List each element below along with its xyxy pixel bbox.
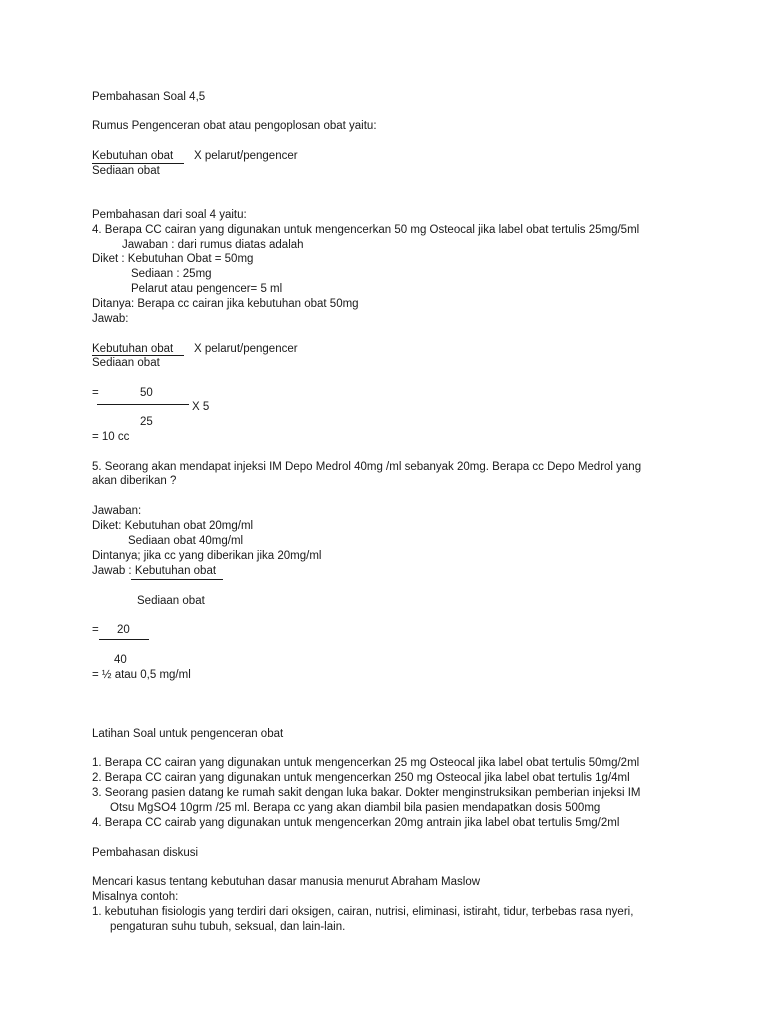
latihan-item-3-line2: Otsu MgSO4 10grm /25 ml. Berapa cc yang akan diambil bila pasien mendapatkan dosis 500mg <box>110 802 601 814</box>
formula1-numerator: Kebutuhan obat <box>92 150 174 162</box>
formula1-denominator: Sediaan obat <box>92 165 160 177</box>
calc2-fraction-bar <box>99 639 149 640</box>
soal5-sediaan: Sediaan obat 40mg/ml <box>128 535 244 547</box>
formula2-multiplier: X pelarut/pengencer <box>194 343 298 355</box>
latihan-item-2: 2. Berapa CC cairan yang digunakan untuk mengencerkan 250 mg Osteocal jika label obat tertulis 1g/4ml <box>92 772 630 784</box>
soal4-jawaban: Jawaban : dari rumus diatas adalah <box>122 239 304 251</box>
latihan-item-4: 4. Berapa CC cairab yang digunakan untuk mengencerkan 20mg antrain jika label obat tertulis 5mg/2ml <box>92 817 620 829</box>
diskusi-heading: Pembahasan diskusi <box>92 847 199 859</box>
formula2-denominator: Sediaan obat <box>92 357 160 369</box>
soal5-jawab-denominator: Sediaan obat <box>137 595 205 607</box>
soal5-jawab-numerator: Kebutuhan obat <box>134 565 217 577</box>
calc1-equals: = <box>92 387 99 399</box>
latihan-item-3-line1: 3. Seorang pasien datang ke rumah sakit dengan luka bakar. Dokter menginstruksikan pemberian injeksi IM <box>92 787 641 799</box>
soal4-pelarut: Pelarut atau pengencer= 5 ml <box>131 283 283 295</box>
calc2-equals: = <box>92 624 99 636</box>
diskusi-item-1-line1: 1. kebutuhan fisiologis yang terdiri dari oksigen, cairan, nutrisi, eliminasi, istiraht, tidur, terbebas rasa nyeri, <box>92 906 634 918</box>
soal4-heading: Pembahasan dari soal 4 yaitu: <box>92 209 247 221</box>
soal5-ditanya: Dintanya; jika cc yang diberikan jika 20mg/ml <box>92 550 322 562</box>
soal5-jawab-line <box>92 564 216 578</box>
rumus-intro: Rumus Pengenceran obat atau pengoplosan obat yaitu: <box>92 120 377 132</box>
calc2-result: = ½ atau 0,5 mg/ml <box>92 669 191 681</box>
soal5-question-line2: akan diberikan ? <box>92 475 177 487</box>
diskusi-item-1-line2: pengaturan suhu tubuh, seksual, dan lain-lain. <box>110 921 346 933</box>
latihan-item-1: 1. Berapa CC cairan yang digunakan untuk mengencerkan 25 mg Osteocal jika label obat tertulis 50mg/2ml <box>92 757 640 769</box>
calc1-numerator: 50 <box>140 387 153 399</box>
soal5-jawaban: Jawaban: <box>92 505 142 517</box>
soal4-diket: Diket : Kebutuhan Obat = 50mg <box>92 253 254 265</box>
calc2-denominator: 40 <box>114 654 127 666</box>
calc2-numerator: 20 <box>117 624 130 636</box>
diskusi-misal: Misalnya contoh: <box>92 891 179 903</box>
calc1-result: = 10 cc <box>92 431 130 443</box>
diskusi-intro: Mencari kasus tentang kebutuhan dasar manusia menurut Abraham Maslow <box>92 876 481 888</box>
latihan-heading: Latihan Soal untuk pengenceran obat <box>92 728 284 740</box>
document-title: Pembahasan Soal 4,5 <box>92 91 206 103</box>
calc1-denominator: 25 <box>140 416 153 428</box>
soal4-question: 4. Berapa CC cairan yang digunakan untuk mengencerkan 50 mg Osteocal jika label obat tertulis 25mg/5ml <box>92 224 640 236</box>
formula2-numerator: Kebutuhan obat <box>92 343 174 355</box>
soal4-sediaan: Sediaan : 25mg <box>131 268 212 280</box>
soal4-ditanya: Ditanya: Berapa cc cairan jika kebutuhan obat 50mg <box>92 298 359 310</box>
formula1-multiplier: X pelarut/pengencer <box>194 150 298 162</box>
calc1-multiplier: X 5 <box>192 401 210 413</box>
calc1-fraction-bar <box>97 404 189 405</box>
soal5-jawab-prefix: Jawab : <box>92 565 135 577</box>
soal5-diket: Diket: Kebutuhan obat 20mg/ml <box>92 520 254 532</box>
soal5-fraction-bar <box>131 579 223 580</box>
soal4-jawab: Jawab: <box>92 313 129 325</box>
soal5-question-line1: 5. Seorang akan mendapat injeksi IM Depo Medrol 40mg /ml sebanyak 20mg. Berapa cc Depo Medrol yang <box>92 461 642 473</box>
